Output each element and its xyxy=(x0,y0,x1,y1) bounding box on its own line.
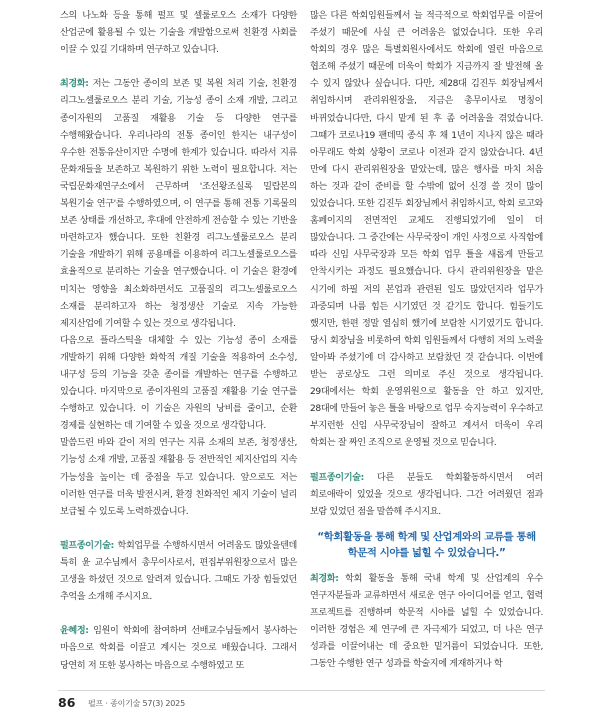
left-column xyxy=(60,8,297,675)
paragraph-spacer xyxy=(60,606,297,623)
speaker-label: 최경화: xyxy=(60,79,89,90)
paragraph xyxy=(60,8,297,59)
paragraph-text: 다른 분들도 학회활동하시면서 여러 희로애락이 있었을 것으로 생각됩니다. 그간 어려웠던 점과 보람 있었던 점을 말씀해 주시지요. xyxy=(310,472,543,517)
paragraph-text: 다음으로 플라스틱을 대체할 수 있는 기능성 종이 소재를 개발하기 위해 다양한 화학적 개질 기술을 적용하여 소수성, 내구성 등의 기능을 갖춘 종이를 개발하는 연구를 수행하고 있습니다. 마지막으로 종이자원의 고품질 재활용 기술 연구를 수행하고 있습니다. 이 기술은 자원의 낭비를 줄이고, 순환 경제를 실현하는 데 기여할 수 있을 것으로 생각합니다. xyxy=(60,335,297,432)
paragraph-spacer xyxy=(60,521,297,538)
paragraph-text: 학회업무를 수행하시면서 어려움도 많았을텐데 특히 윤 교수님께서 총무이사로서, 편집부위원장으로서 많은 고생을 하셨던 것으로 알려져 있습니다. 그때도 가장 힘들었던 추억을 소개해 주시지요. xyxy=(60,540,297,603)
paragraph-spacer xyxy=(310,452,543,469)
speaker-label: 윤혜정: xyxy=(60,626,89,637)
paragraph xyxy=(60,623,297,674)
right-column xyxy=(310,8,543,673)
paragraph xyxy=(60,333,297,436)
speaker-label: 펄프종이기술: xyxy=(310,472,364,483)
paragraph xyxy=(60,435,297,520)
paragraph-text: 많은 다른 학회임원들께서 늘 적극적으로 학회업무를 이끌어 주셨기 때문에 사실 큰 어려움은 없었습니다. 또한 우리 학회의 경우 많은 특별회원사에서도 학회에 열린 마음으로 협조해 주셨기 때문에 더욱이 학회가 지금까지 잘 발전해 올 수 있지 않았나 싶습니다. 다만, 제28대 김진두 회장님께서 취임하시며 관리위원장을, 지금은 총무이사로 명칭이 바뀌었습니다만, 다시 맡게 된 후 좀 어려움을 겪었습니다. 그때가 코로나19 팬데믹 종식 후 채 1년이 지나지 않은 때라 아무래도 학회 상황이 코로나 이전과 같지 않았습니다. 4년 만에 다시 관리위원장을 맡았는데, 많은 행사를 마치 처음 하는 것과 같이 준비를 할 수밖에 없어 신경 쓸 것이 많이 있었습니다. 또한 김진두 회장님께서 취임하시고, 학회 로고와 홈페이지의 전면적인 교체도 진행되었기에 일이 더 많았습니다. 그 중간에는 사무국장이 개인 사정으로 사직함에 따라 신임 사무국장과 모든 학회 업무 틀을 새롭게 만들고 안착시키는 과정도 필요했습니다. 다시 관리위원장을 맡은 시기에 하필 저의 본업과 관련된 일도 많았던지라 업무가 과중되며 나름 힘든 시기였던 것 같기도 합니다. 힘들기도 했지만, 한편 정말 열심히 했기에 보람찬 시기였기도 합니다. 당시 회장님을 비롯하여 학회 임원들께서 다행히 저의 노력을 알아봐 주셨기에 더 감사하고 보람찼던 것 같습니다. 이번에 받는 공로상도 그런 의미로 주신 것으로 생각됩니다. 29대에서는 학회 운영위원으로 활동을 안 하고 있지만, 28대에 만들어 놓은 틀을 바탕으로 업무 숙지능력이 우수하고 부지런한 신임 사무국장님이 잘하고 계셔서 더욱이 우리 학회는 잘 짜인 조직으로 운영될 것으로 믿습니다. xyxy=(310,11,543,449)
footer-divider xyxy=(58,690,545,691)
paragraph-text: 학회 활동을 통해 국내 학계 및 산업계의 우수 연구자분들과 교류하면서 새로운 연구 아이디어를 얻고, 협력 프로젝트를 진행하며 학문적 시야를 넓힐 수 있었습니다. 이러한 경험은 제 연구에 큰 자극제가 되었고, 더 나은 연구 성과를 이끌어내는 데 중요한 밑거름이 되었습니다. 또한, 그동안 수행한 연구 성과를 학술지에 게재하거나 학 xyxy=(310,573,543,670)
paragraph xyxy=(310,8,543,452)
paragraph-text: 스의 나노화 등을 통해 펄프 및 셀룰로오스 소재가 다양한 산업군에 활용될 수 있는 기술을 개발함으로써 친환경 사회를 이끌 수 있길 기대하며 연구하고 있습니다. xyxy=(60,11,297,56)
paragraph-spacer xyxy=(60,59,297,76)
paragraph xyxy=(60,76,297,332)
paragraph-text: 말씀드린 바와 같이 저의 연구는 지류 소재의 보존, 청정생산, 기능성 소재 개발, 고품질 재활용 등 전반적인 제지산업의 지속 가능성을 높이는 데 중점을 두고 있습니다. 앞으로도 저는 이러한 연구를 더욱 발전시켜, 환경 친화적인 제지 기술이 널리 보급될 수 있도록 노력하겠습니다. xyxy=(60,438,297,517)
speaker-label: 펄프종이기술: xyxy=(60,540,114,551)
publication-info: 펄프 · 종이기술 57(3) 2025 xyxy=(88,699,185,708)
speaker-label: 최경화: xyxy=(310,573,339,584)
paragraph xyxy=(310,470,543,521)
paragraph xyxy=(60,538,297,606)
paragraph-text: 임원이 학회에 참여하며 선배교수님들께서 봉사하는 마음으로 학회를 이끌고 계시는 것으로 배웠습니다. 그래서 당연히 저 또한 봉사하는 마음으로 수행하였고 또 xyxy=(60,626,297,671)
page-number: 86 xyxy=(58,695,76,710)
paragraph xyxy=(310,571,543,674)
paragraph-text: 저는 그동안 종이의 보존 및 복원 처리 기술, 친환경 리그노셀룰로오스 분리 기술, 기능성 종이 소재 개발, 그리고 종이자원의 고품질 재활용 기술 등 다양한 연구를 수행해왔습니다. 우리나라의 전통 종이인 한지는 내구성이 우수한 전통유산이지만 수명에 한계가 있습니다. 따라서 지류 문화재들을 보존하고 복원하기 위한 노력이 필요합니다. 저는 국립문화재연구소에서 근무하며 '조선왕조실록 밀랍본의 복원기술 연구'를 수행하였으며, 이 연구를 통해 전통 기록물의 보존 상태를 개선하고, 후대에 안전하게 전승할 수 있는 기반을 마련하고자 했습니다. 또한 친환경 리그노셀룰로오스 분리 기술을 개발하기 위해 공용매를 이용하여 리그노셀룰로오스를 효율적으로 분리하는 기술을 연구했습니다. 이 기술은 환경에 미치는 영향을 최소화하면서도 고품질의 리그노셀룰로오스 소재를 분리하고자 하는 청정생산 기술로 지속 가능한 제지산업에 기여할 수 있는 것으로 생각됩니다. xyxy=(60,79,297,329)
pull-quote: “학회활동을 통해 학계 및 산업계와의 교류를 통해 학문적 시야를 넓힐 수 있었습니다.” xyxy=(317,530,536,559)
